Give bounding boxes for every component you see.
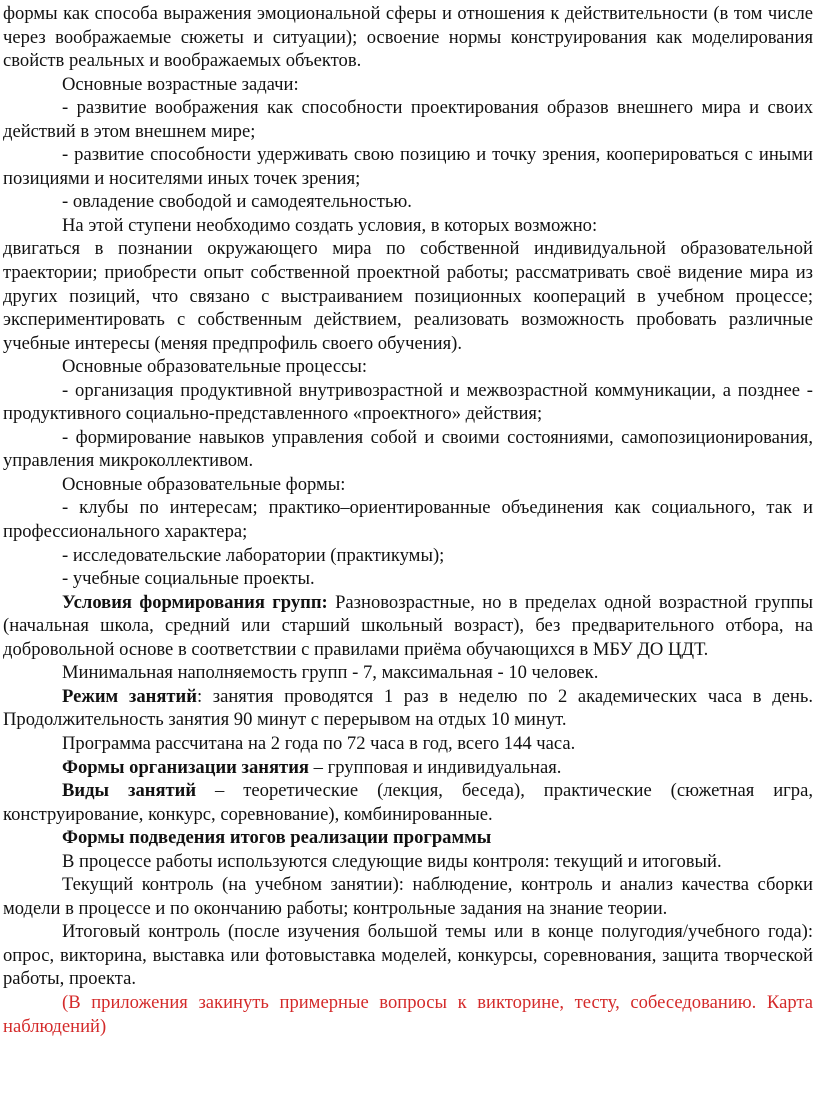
heading-results — [3, 826, 813, 850]
bold-term: Формы организации занятия — [62, 756, 309, 778]
list-item: - формирование навыков управления собой и своими состояниями, самопозиционирования, управления микроколлективом. — [3, 426, 813, 472]
note-appendix: (В приложения закинуть примерные вопросы к викторине, тесту, собеседованию. Карта наблюдений) — [3, 991, 813, 1037]
paragraph-lesson-types: Виды занятий – теоретические (лекция, беседа), практические (сюжетная игра, конструирование, конкурс, соревнование), комбинированные. — [3, 780, 813, 825]
paragraph-schedule: Режим занятий: занятия проводятся 1 раз в неделю по 2 академических часа в день. Продолжительность занятия 90 минут с перерывом на отдых 10 минут. — [3, 685, 813, 731]
list-item: - клубы по интересам; практико–ориентированные объединения как социального, так и профессионального характера; — [3, 497, 813, 543]
paragraph-conditions: двигаться в познании окружающего мира по собственной индивидуальной образовательной траектории; приобрести опыт собственной проектной работы; рассматривать своё видение мира из других позиций, что связано с выстраиванием позиционных коопераций в учебном процессе; экспериментировать с собственным действием, реализовать возможность пробовать различные учебные интересы (меняя предпрофиль своего обучения). — [3, 238, 813, 354]
paragraph-final-control: Итоговый контроль (после изучения большой темы или в конце полугодия/учебного года): опрос, викторина, выставка или фотовыставка моделей, конкурсы, соревнования, защита творческой работы, проекта. — [3, 921, 813, 990]
list-item: - учебные социальные проекты. — [62, 568, 315, 590]
list-item: - исследовательские лаборатории (практикумы); — [62, 544, 445, 566]
bold-term: Виды занятий — [62, 780, 197, 802]
paragraph-program-hours: Программа рассчитана на 2 года по 72 часа в год, всего 144 часа. — [62, 732, 576, 754]
paragraph-lesson-forms: Формы организации занятия – групповая и индивидуальная. — [62, 756, 562, 778]
list-item: - развитие способности удерживать свою позицию и точку зрения, кооперироваться с иными позициями и носителями иных точек зрения; — [3, 144, 813, 189]
paragraph-current-control: Текущий контроль (на учебном занятии): наблюдение, контроль и анализ качества сборки модели в процессе и по окончанию работы; контрольные задания на знание теории. — [3, 874, 813, 919]
list-item: - организация продуктивной внутривозрастной и межвозрастной коммуникации, а позднее - продуктивного социально-представленного «проектного» действия; — [3, 379, 813, 425]
bold-term: Формы подведения итогов реализации программы — [62, 827, 492, 849]
heading-edu-processes: Основные образовательные процессы: — [62, 356, 368, 378]
heading-age-tasks: Основные возрастные задачи: — [62, 73, 299, 95]
paragraph-control-types: В процессе работы используются следующие виды контроля: текущий и итоговый. — [62, 850, 722, 872]
heading-edu-forms: Основные образовательные формы: — [62, 473, 346, 495]
paragraph-intro: формы как способа выражения эмоциональной сферы и отношения к действительности (в том числе через воображаемые сюжеты и ситуации); освоение нормы конструирования как моделирования свойств реальных и воображаемых объектов. — [3, 3, 813, 72]
paragraph-conditions-intro: На этой ступени необходимо создать условия, в которых возможно: — [62, 214, 598, 236]
bold-term: Условия формирования групп: — [62, 591, 328, 613]
list-item: - овладение свободой и самодеятельностью. — [62, 191, 412, 213]
bold-term: Режим занятий — [62, 685, 197, 707]
list-item: - развитие воображения как способности проектирования образов внешнего мира и своих действий в этом внешнем мире; — [3, 97, 813, 142]
paragraph-group-conditions: Условия формирования групп: Разновозрастные, но в пределах одной возрастной группы (начальная школа, средний или старший школьный возраст), без предварительного отбора, на добровольной основе в соответствии с правилами приёма обучающихся в МБУ ДО ЦДТ. — [3, 591, 813, 660]
paragraph-group-size: Минимальная наполняемость групп - 7, максимальная - 10 человек. — [62, 662, 599, 684]
